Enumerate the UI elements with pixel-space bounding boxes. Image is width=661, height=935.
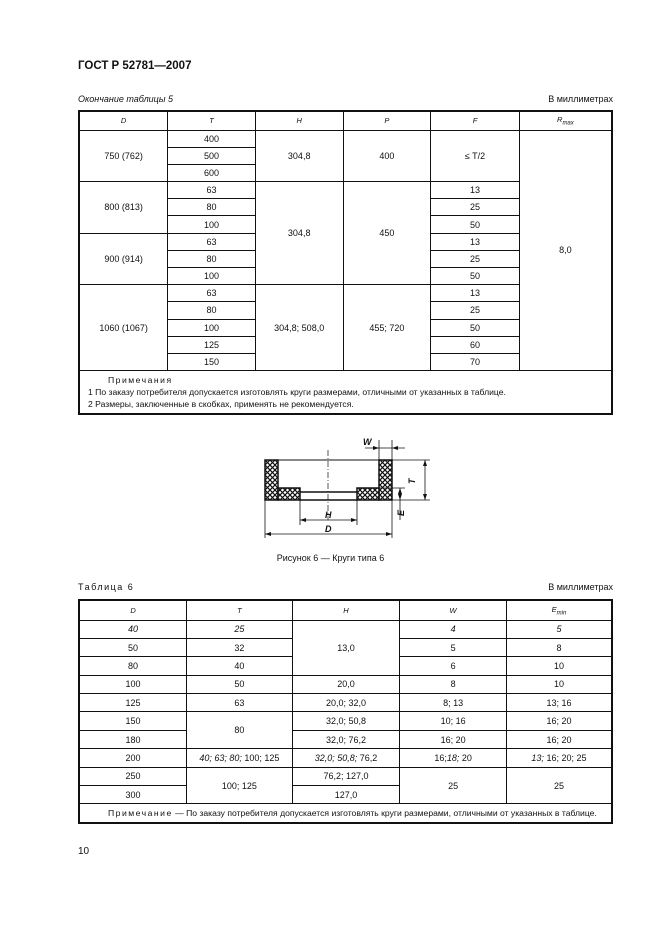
table5 (78, 110, 613, 415)
cell-e: 5 (506, 620, 612, 638)
cell-h: 76,2; 127,0 (292, 767, 400, 785)
cell-h: 304,8; 508,0 (255, 285, 343, 371)
col-header-h: H (292, 600, 400, 620)
table5-notes (79, 371, 612, 415)
col-header-w: W (400, 600, 507, 620)
cell-t: 80 (168, 199, 256, 216)
cell-d: 125 (79, 694, 187, 712)
cell-e: 16; 20 (506, 730, 612, 748)
label-d: D (325, 524, 332, 534)
cell-h: 32,0; 50,8 (292, 712, 400, 730)
cell-f: 13 (431, 233, 520, 250)
cell-h: 20,0 (292, 675, 400, 693)
cell-d: 80 (79, 657, 187, 675)
cell-p: 400 (343, 130, 431, 182)
col-header-t: T (168, 111, 256, 130)
cell-w: 16;18; 20 (400, 749, 507, 767)
cell-f: 13 (431, 182, 520, 199)
cell-f: 60 (431, 336, 520, 353)
cell-p: 450 (343, 182, 431, 285)
cell-t: 63 (168, 182, 256, 199)
table-row (79, 675, 612, 693)
cell-t: 400 (168, 130, 256, 147)
cell-t: 80 (187, 712, 293, 749)
cell-d: 100 (79, 675, 187, 693)
table6-units: В миллиметрах (548, 582, 613, 592)
cell-r: 8,0 (519, 130, 612, 371)
cell-t: 150 (168, 353, 256, 370)
table-row (79, 712, 612, 730)
table5-caption: Окончание таблицы 5 (78, 94, 173, 104)
note-1: 1 По заказу потребителя допускается изготовлять круги размерами, отличными от указанных в таблице. (88, 387, 506, 398)
cell-t: 25 (187, 620, 293, 638)
cell-e: 13; 16; 20; 25 (506, 749, 612, 767)
label-h: H (325, 510, 332, 520)
label-w: W (363, 437, 372, 447)
cell-t: 80 (168, 250, 256, 267)
table6 (78, 599, 613, 824)
cell-t: 63 (187, 694, 293, 712)
cell-w: 8 (400, 675, 507, 693)
table5-header-row (79, 111, 612, 130)
col-header-d: D (79, 111, 168, 130)
table-row (79, 767, 612, 785)
cell-d: 50 (79, 638, 187, 656)
notes-title: Примечания (108, 375, 173, 386)
cell-t: 63 (168, 233, 256, 250)
cell-w: 4 (400, 620, 507, 638)
cell-f: 25 (431, 199, 520, 216)
table-row (79, 130, 612, 147)
cell-t: 50 (187, 675, 293, 693)
col-header-h: H (255, 111, 343, 130)
cell-d: 150 (79, 712, 187, 730)
cell-f: 50 (431, 268, 520, 285)
dimension-labels (325, 437, 417, 534)
cell-f: 13 (431, 285, 520, 302)
col-header-e: $E_{min}$ (506, 600, 612, 620)
cell-h: 32,0; 50,8; 76,2 (292, 749, 400, 767)
table-row (79, 749, 612, 767)
cell-e: 10 (506, 675, 612, 693)
cell-f: 25 (431, 250, 520, 267)
figure6-drawing (255, 430, 445, 540)
cell-f: 50 (431, 319, 520, 336)
table6-note (79, 804, 612, 824)
cell-w: 5 (400, 638, 507, 656)
col-header-f: F (431, 111, 520, 130)
cell-d: 750 (762) (79, 130, 168, 182)
figure6-caption: Рисунок 6 — Круги типа 6 (276, 553, 385, 563)
cell-d: 180 (79, 730, 187, 748)
cell-t: 80 (168, 302, 256, 319)
cell-f: ≤ T/2 (431, 130, 520, 182)
note-2: 2 Размеры, заключенные в скобках, применять не рекомендуется. (88, 399, 354, 410)
cell-w: 6 (400, 657, 507, 675)
cell-w: 16; 20 (400, 730, 507, 748)
table-row (79, 730, 612, 748)
table6-caption: Таблица 6 (78, 582, 135, 592)
cell-d: 1060 (1067) (79, 285, 168, 371)
cell-t: 100 (168, 319, 256, 336)
col-header-p: P (343, 111, 431, 130)
cell-h: 304,8 (255, 182, 343, 285)
table5-units: В миллиметрах (548, 94, 613, 104)
cell-f: 25 (431, 302, 520, 319)
cell-h: 127,0 (292, 786, 400, 804)
cell-t: 125 (168, 336, 256, 353)
cell-e: 10 (506, 657, 612, 675)
cell-f: 70 (431, 353, 520, 370)
cell-h: 13,0 (292, 620, 400, 675)
cell-w: 25 (400, 767, 507, 804)
cell-d: 40 (79, 620, 187, 638)
cell-p: 455; 720 (343, 285, 431, 371)
cell-h: 20,0; 32,0 (292, 694, 400, 712)
cell-t: 500 (168, 147, 256, 164)
cell-d: 200 (79, 749, 187, 767)
standard-header: ГОСТ Р 52781—2007 (78, 60, 192, 72)
label-t: T (407, 478, 417, 484)
cell-t: 600 (168, 164, 256, 181)
note-text: — По заказу потребителя допускается изготовлять круги размерами, отличными от указанных в таблице. (172, 808, 597, 819)
table6-header-row (79, 600, 612, 620)
cell-e: 16; 20 (506, 712, 612, 730)
label-e: E (396, 509, 406, 516)
cell-w: 10; 16 (400, 712, 507, 730)
cell-d: 300 (79, 786, 187, 804)
cell-h: 304,8 (255, 130, 343, 182)
cell-t: 32 (187, 638, 293, 656)
table-row (79, 694, 612, 712)
cell-e: 25 (506, 767, 612, 804)
col-header-r: $R_{max}$ (519, 111, 612, 130)
cell-w: 8; 13 (400, 694, 507, 712)
cell-d: 800 (813) (79, 182, 168, 234)
cell-h: 32,0; 76,2 (292, 730, 400, 748)
cell-t: 40; 63; 80; 100; 125 (187, 749, 293, 767)
cell-f: 50 (431, 216, 520, 233)
col-header-d: D (79, 600, 187, 620)
cell-t: 40 (187, 657, 293, 675)
cell-t: 63 (168, 285, 256, 302)
cell-t: 100 (168, 216, 256, 233)
cell-t: 100; 125 (187, 767, 293, 804)
page-number: 10 (78, 846, 90, 857)
cell-e: 8 (506, 638, 612, 656)
cell-t: 100 (168, 268, 256, 285)
cell-d: 900 (914) (79, 233, 168, 285)
note-label: Примечание (108, 808, 173, 819)
table-row (79, 620, 612, 638)
col-header-t: T (187, 600, 293, 620)
cell-e: 13; 16 (506, 694, 612, 712)
cell-d: 250 (79, 767, 187, 785)
